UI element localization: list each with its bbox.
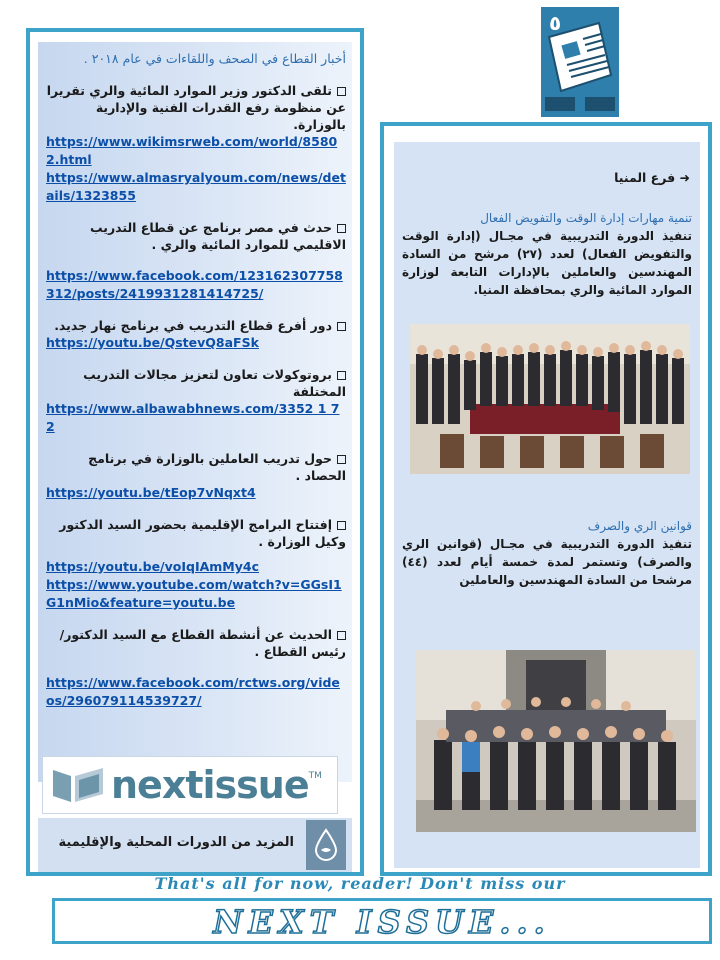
section-body: تنفيذ الدورة التدريبية في مجـال (قوانين الري والصرف) وتستمر لمدة خمسة أيام لعدد (٤٤) مرشحا من السادة المهندسين والعاملين: [402, 537, 692, 587]
news-link[interactable]: https://www.wikimsrweb.com/world/85802.html: [46, 134, 338, 167]
checkbox-bullet-icon: [337, 224, 346, 233]
checkbox-bullet-icon: [337, 322, 346, 331]
news-item-1: [46, 82, 346, 205]
news-item-7: [46, 626, 346, 710]
arrow-left-icon: ➜: [675, 170, 690, 185]
news-item-4: [46, 366, 346, 436]
issue-newspaper-badge: [541, 7, 619, 117]
section-title: قوانين الري والصرف: [587, 519, 692, 533]
news-item-6: [46, 516, 346, 612]
news-link[interactable]: https://www.albawabhnews.com/3352 1 72: [46, 401, 340, 434]
training-group-photo-1: [410, 324, 690, 474]
next-issue-logo-icon: [49, 762, 107, 808]
next-issue-logo: [42, 756, 338, 814]
news-item-text: بروتوكولات تعاون لتعزيز مجالات التدريب المختلفة: [83, 367, 346, 399]
news-link[interactable]: https://youtu.be/tEop7vNqxt4: [46, 485, 256, 500]
news-item-text: إفتتاح البرامج الإقليمية بحضور السيد الدكتور وكيل الوزارة .: [59, 517, 346, 549]
checkbox-bullet-icon: [337, 87, 346, 96]
right-column-frame: [380, 122, 712, 876]
next-issue-text: NEXT ISSUE...: [213, 903, 551, 941]
more-courses-bar[interactable]: [38, 818, 352, 872]
left-column-frame: [26, 28, 364, 876]
news-item-text: الحديث عن أنشطة القطاع مع السيد الدكتور/ رئيس القطاع .: [59, 627, 346, 659]
training-group-photo-2: [416, 650, 696, 832]
news-item-text: دور أفرع قطاع التدريب في برنامج نهار جديد.: [54, 318, 332, 333]
news-link[interactable]: https://youtu.be/QstevQ8aFSk: [46, 335, 259, 350]
section-title: تنمية مهارات إدارة الوقت والتفويض الفعال: [480, 211, 692, 225]
footer-tagline: That's all for now, reader! Don't miss our: [154, 874, 566, 893]
branch-heading: [614, 170, 690, 185]
section-irrigation-laws: [402, 518, 692, 589]
news-link[interactable]: https://www.almasryalyoum.com/news/details/1323855: [46, 170, 346, 203]
checkbox-bullet-icon: [337, 455, 346, 464]
news-panel: [38, 42, 352, 782]
news-item-2: [46, 219, 346, 303]
checkbox-bullet-icon: [337, 631, 346, 640]
more-courses-text: المزيد من الدورات المحلية والإقليمية: [58, 835, 294, 850]
branch-panel: [394, 142, 700, 868]
news-link[interactable]: https://youtu.be/voIqIAmMy4c: [46, 559, 259, 574]
news-item-5: [46, 450, 346, 502]
news-item-text: حدث في مصر برنامج عن قطاع التدريب الاقليمي للموارد المائية والري .: [90, 220, 346, 252]
news-link[interactable]: https://www.facebook.com/rctws.org/videos/296079114539727/: [46, 675, 340, 708]
section-body: تنفيذ الدورة التدريبية في مجـال (إدارة الوقت والتفويض الفعال) لعدد (٢٧) مرشح من السادة المهندسين والعاملين بالإدارات التابعة لوزارة الموارد المائية والري بمحافظة المنيا.: [402, 229, 692, 297]
next-issue-banner: [52, 898, 712, 944]
news-item-text: تلقى الدكتور وزير الموارد المائية والري تقريرا عن منظومة رفع القدرات الفنية والإدارية بالوزارة.: [46, 83, 346, 132]
branch-name: فرع المنيا: [614, 170, 676, 185]
news-item-text: حول تدريب العاملين بالوزارة في برنامج الحصاد .: [88, 451, 346, 483]
logo-trademark: TM: [308, 771, 322, 781]
news-link[interactable]: https://www.youtube.com/watch?v=GGsI1G1nMio&feature=youtu.be: [46, 577, 342, 610]
checkbox-bullet-icon: [337, 521, 346, 530]
news-section-title: أخبار القطاع في الصحف واللقاءات في عام ٢٠١٨ .: [83, 51, 346, 66]
checkbox-bullet-icon: [337, 371, 346, 380]
news-item-3: [46, 317, 346, 352]
news-link[interactable]: https://www.facebook.com/123162307758312/posts/2419931281414725/: [46, 268, 343, 301]
water-drop-icon: [306, 820, 346, 870]
logo-wordmark: nextissue: [111, 763, 309, 807]
issue-number: ٥: [549, 11, 562, 35]
section-time-management: [402, 210, 692, 299]
